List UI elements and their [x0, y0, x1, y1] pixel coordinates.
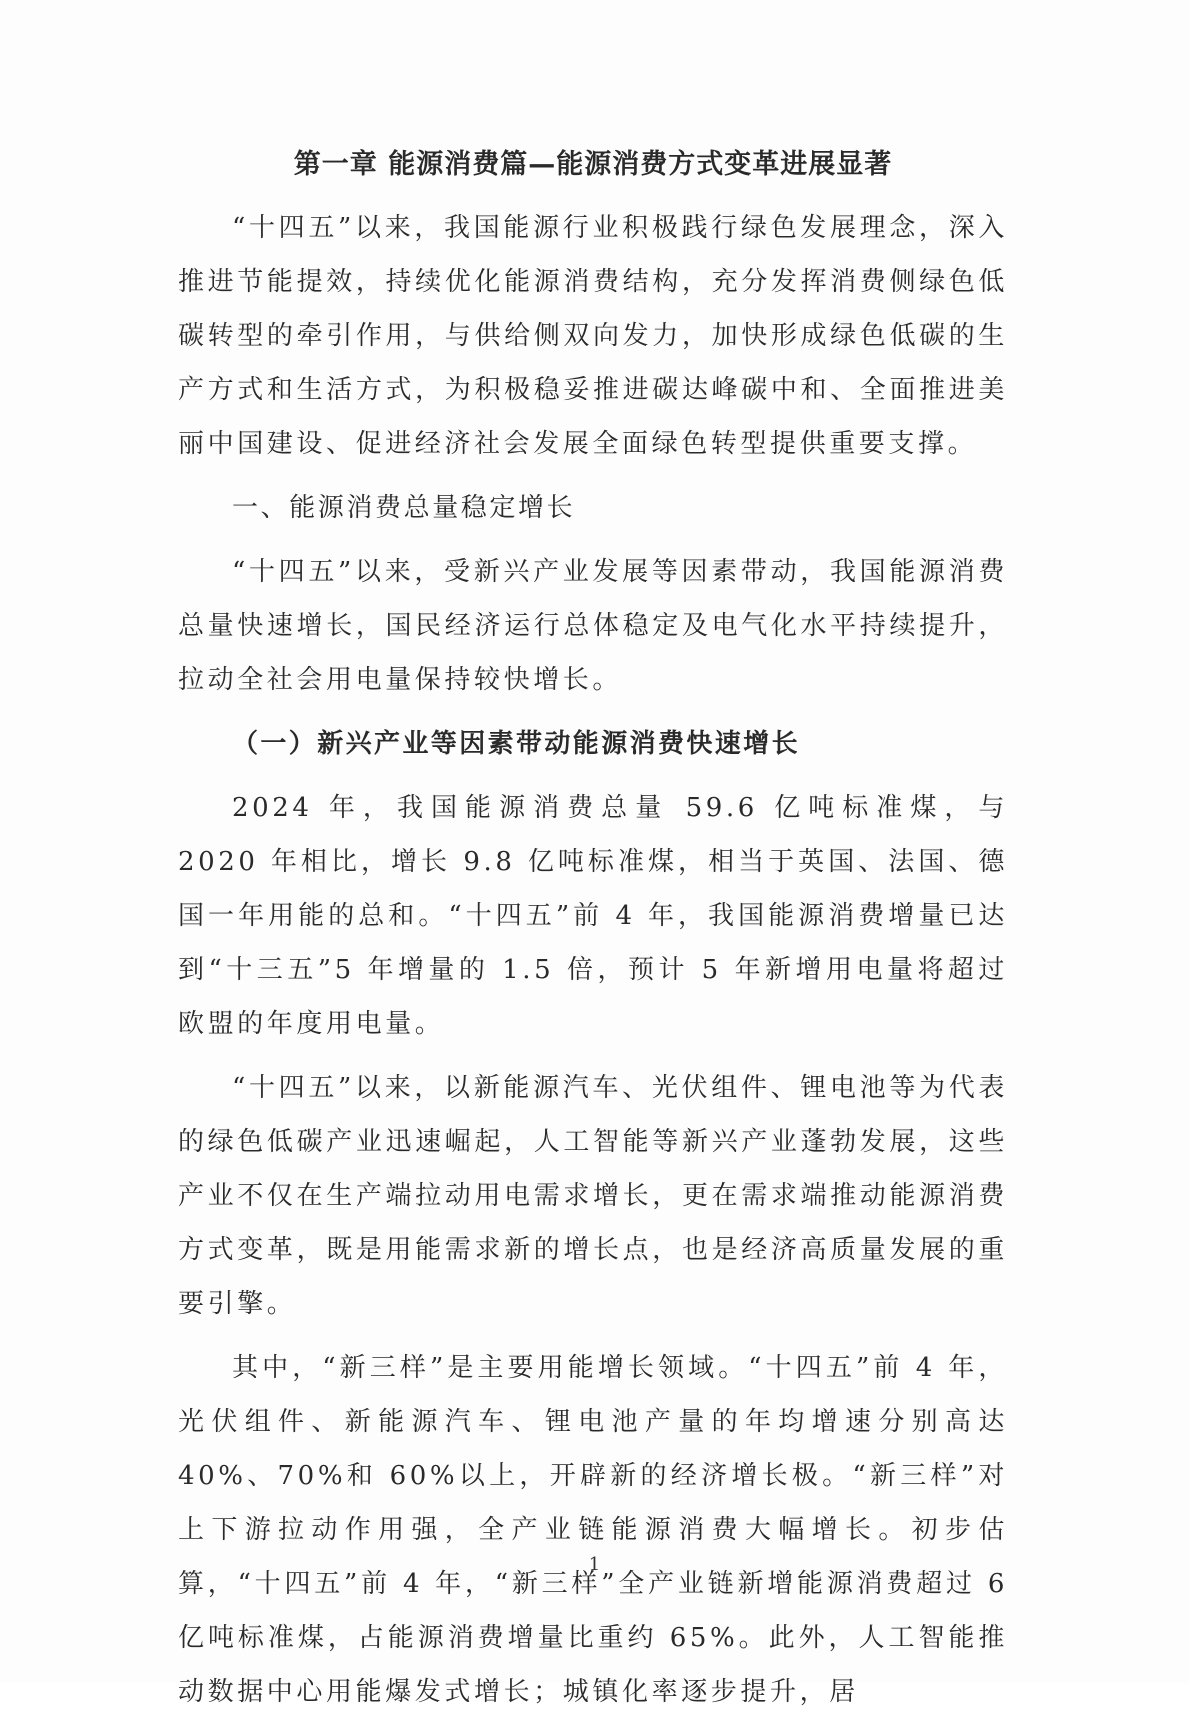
- intro-paragraph: “十四五”以来，我国能源行业积极践行绿色发展理念，深入推进节能提效，持续优化能源消费结构，充分发挥消费侧绿色低碳转型的牵引作用，与供给侧双向发力，加快形成绿色低碳的生产方式和生活方式，为积极稳妥推进碳达峰碳中和、全面推进美丽中国建设、促进经济社会发展全面绿色转型提供重要支撑。: [178, 213, 1008, 459]
- section-1-paragraph: “十四五”以来，受新兴产业发展等因素带动，我国能源消费总量快速增长，国民经济运行总体稳定及电气化水平持续提升，拉动全社会用电量保持较快增长。: [178, 557, 1008, 695]
- paragraph-2024-consumption: 2024 年，我国能源消费总量 59.6 亿吨标准煤，与 2020 年相比，增长 9.8 亿吨标准煤，相当于英国、法国、德国一年用能的总和。“十四五”前 4 年，我国能源消费增量已达到“十三五”5 年增量的 1.5 倍，预计 5 年新增用电量将超过欧盟的年度用电量。: [178, 793, 1008, 1039]
- chapter-title: 第一章 能源消费篇—能源消费方式变革进展显著: [293, 149, 893, 180]
- subsection-1-heading: （一）新兴产业等因素带动能源消费快速增长: [232, 729, 801, 759]
- document-body: [178, 138, 1008, 1719]
- paragraph-new-three-items: 其中，“新三样”是主要用能增长领域。“十四五”前 4 年，光伏组件、新能源汽车、锂电池产量的年均增速分别高达 40%、70%和 60%以上，开辟新的经济增长极。“新三样”对上下游拉动作用强，全产业链能源消费大幅增长。初步估算，“十四五”前 4 年，“新三样”全产业链新增能源消费超过 6 亿吨标准煤，占能源消费增量比重约 65%。此外，人工智能推动数据中心用能爆发式增长；城镇化率逐步提升，居: [178, 1353, 1008, 1707]
- paragraph-emerging-industries: “十四五”以来，以新能源汽车、光伏组件、锂电池等为代表的绿色低碳产业迅速崛起，人工智能等新兴产业蓬勃发展，这些产业不仅在生产端拉动用电需求增长，更在需求端推动能源消费方式变革，既是用能需求新的增长点，也是经济高质量发展的重要引擎。: [178, 1073, 1008, 1319]
- section-1-heading: 一、能源消费总量稳定增长: [232, 493, 576, 523]
- page-number: 1: [588, 1554, 601, 1575]
